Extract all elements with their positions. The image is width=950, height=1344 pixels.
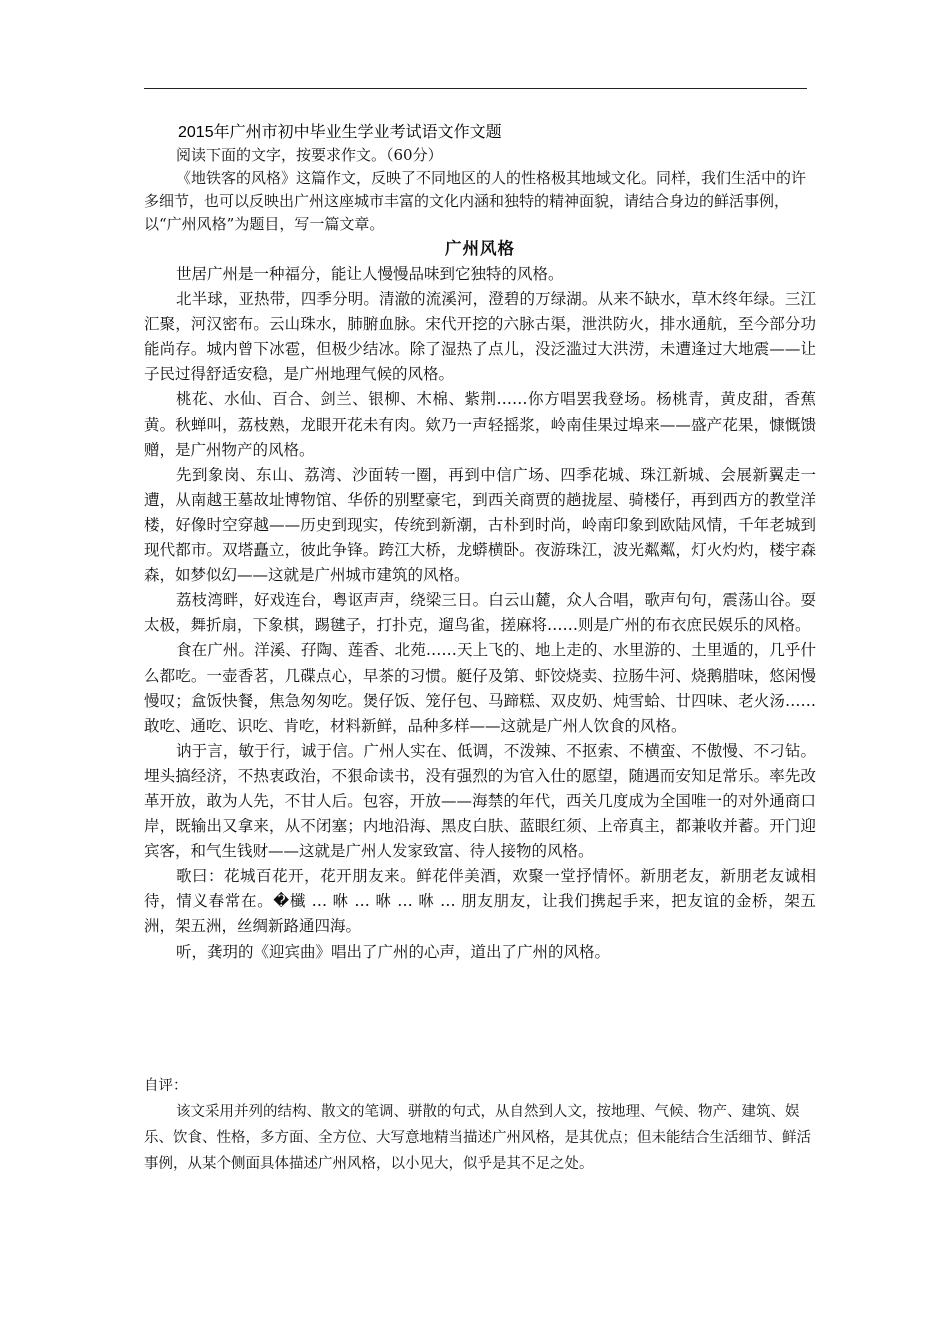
essay-paragraph: 荔枝湾畔，好戏连台，粤讴声声，绕梁三日。白云山麓，众人合唱，歌声句句，震荡山谷。耍太极，舞折扇，下象棋，踢毽子，打扑克，遛鸟雀，搓麻将……则是广州的布衣庶民娱乐的风格。 <box>144 591 816 635</box>
prompt-instruction: 阅读下面的文字，按要求作文。（60分） <box>176 146 443 164</box>
essay-paragraph: 世居广州是一种福分，能让人慢慢品味到它独特的风格。 <box>176 265 564 283</box>
essay-body <box>144 262 816 965</box>
self-review <box>144 1073 816 1177</box>
review-label: 自评： <box>144 1078 188 1094</box>
essay-paragraph: 桃花、水仙、百合、剑兰、银柳、木棉、紫荆……你方唱罢我登场。杨桃青，黄皮甜，香蕉黄。秋蝉叫，荔枝熟，龙眼开花未有肉。欸乃一声轻摇浆，岭南佳果过埠来——盛产花果，慷慨馈赠，是广州物产的风格。 <box>144 390 816 459</box>
header-rule <box>144 88 807 89</box>
essay-paragraph: 歌曰：花城百花开，花开朋友来。鲜花伴美酒，欢聚一堂抒情怀。新朋老友，新朋老友诚相待，情义春常在。�櫼 … 咻 … 咻 … 咻 … 朋友朋友，让我们携起手来，把友谊的金桥，架五洲，架五洲，丝绸新路通四海。 <box>144 867 816 936</box>
prompt-text: 《地铁客的风格》这篇作文，反映了不同地区的人的性格极其地域文化。同样，我们生活中的许多细节，也可以反映出广州这座城市丰富的文化内涵和独特的精神面貌，请结合身边的鲜活事例，以“广州风格”为题目，写一篇文章。 <box>144 169 807 233</box>
document-body <box>144 122 816 965</box>
essay-paragraph: 听，龚玥的《迎宾曲》唱出了广州的心声，道出了广州的风格。 <box>176 942 611 961</box>
essay-paragraph: 先到象岗、东山、荔湾、沙面转一圈，再到中信广场、四季花城、珠江新城、会展新翼走一遭，从南越王墓故址博物馆、华侨的别墅豪宅，到西关商贾的趟拢屋、骑楼仔，再到西方的教堂洋楼，好像时空穿越——历史到现实，传统到新潮，古朴到时尚，岭南印象到欧陆风情，千年老城到现代都市。双塔矗立，彼此争锋。跨江大桥，龙蟒横卧。夜游珠江，波光粼粼，灯火灼灼，楼宇森森，如梦似幻——这就是广州城市建筑的风格。 <box>144 465 816 585</box>
essay-title: 广州风格 <box>445 239 515 258</box>
essay-paragraph: 食在广州。洋溪、孖陶、莲香、北苑……天上飞的、地上走的、水里游的、土里遁的，几乎什么都吃。一壶香茗，几碟点心，早茶的习惯。艇仔及第、虾饺烧卖、拉肠牛河、烧鹅腊味，悠闲慢慢叹；盒饭快餐，焦急匆匆吃。煲仔饭、笼仔包、马蹄糕、双皮奶、炖雪蛤、廿四味、老火汤……敢吃、通吃、识吃、肯吃，材料新鲜，品种多样——这就是广州人饮食的风格。 <box>144 641 816 735</box>
essay-paragraph: 讷于言，敏于行，诚于信。广州人实在、低调，不泼辣、不抠索、不横蛮、不傲慢、不刁钻。埋头搞经济，不热衷政治，不狠命读书，没有强烈的为官入仕的愿望，随遇而安知足常乐。率先改革开放，敢为人先，不甘人后。包容，开放——海禁的年代，西关几度成为全国唯一的对外通商口岸，既输出又拿来，从不闭塞；内地沿海、黑皮白肤、蓝眼红须、上帝真主，都兼收并蓄。开门迎宾客，和气生钱财——这就是广州人发家致富、待人接物的风格。 <box>144 741 816 861</box>
prompt-section <box>144 144 816 236</box>
exam-title: 2015年广州市初中毕业生学业考试语文作文题 <box>178 124 502 141</box>
review-text: 该文采用并列的结构、散文的笔调、骈散的句式，从自然到人文，按地理、气候、物产、建筑、娱乐、饮食、性格，多方面、全方位、大写意地精当描述广州风格，是其优点；但未能结合生活细节、鲜活事例，从某个侧面具体描述广州风格，以小见大，似乎是其不足之处。 <box>144 1104 811 1172</box>
essay-paragraph: 北半球，亚热带，四季分明。清澈的流溪河，澄碧的万绿湖。从来不缺水，草木终年绿。三江汇聚，河汉密布。云山珠水，肺腑血脉。宋代开挖的六脉古渠，泄洪防火，排水通航，至今部分功能尚存。城内曾下冰雹，但极少结冰。除了湿热了点儿，没泛滥过大洪涝，未遭逢过大地震——让子民过得舒适安稳，是广州地理气候的风格。 <box>144 290 816 384</box>
